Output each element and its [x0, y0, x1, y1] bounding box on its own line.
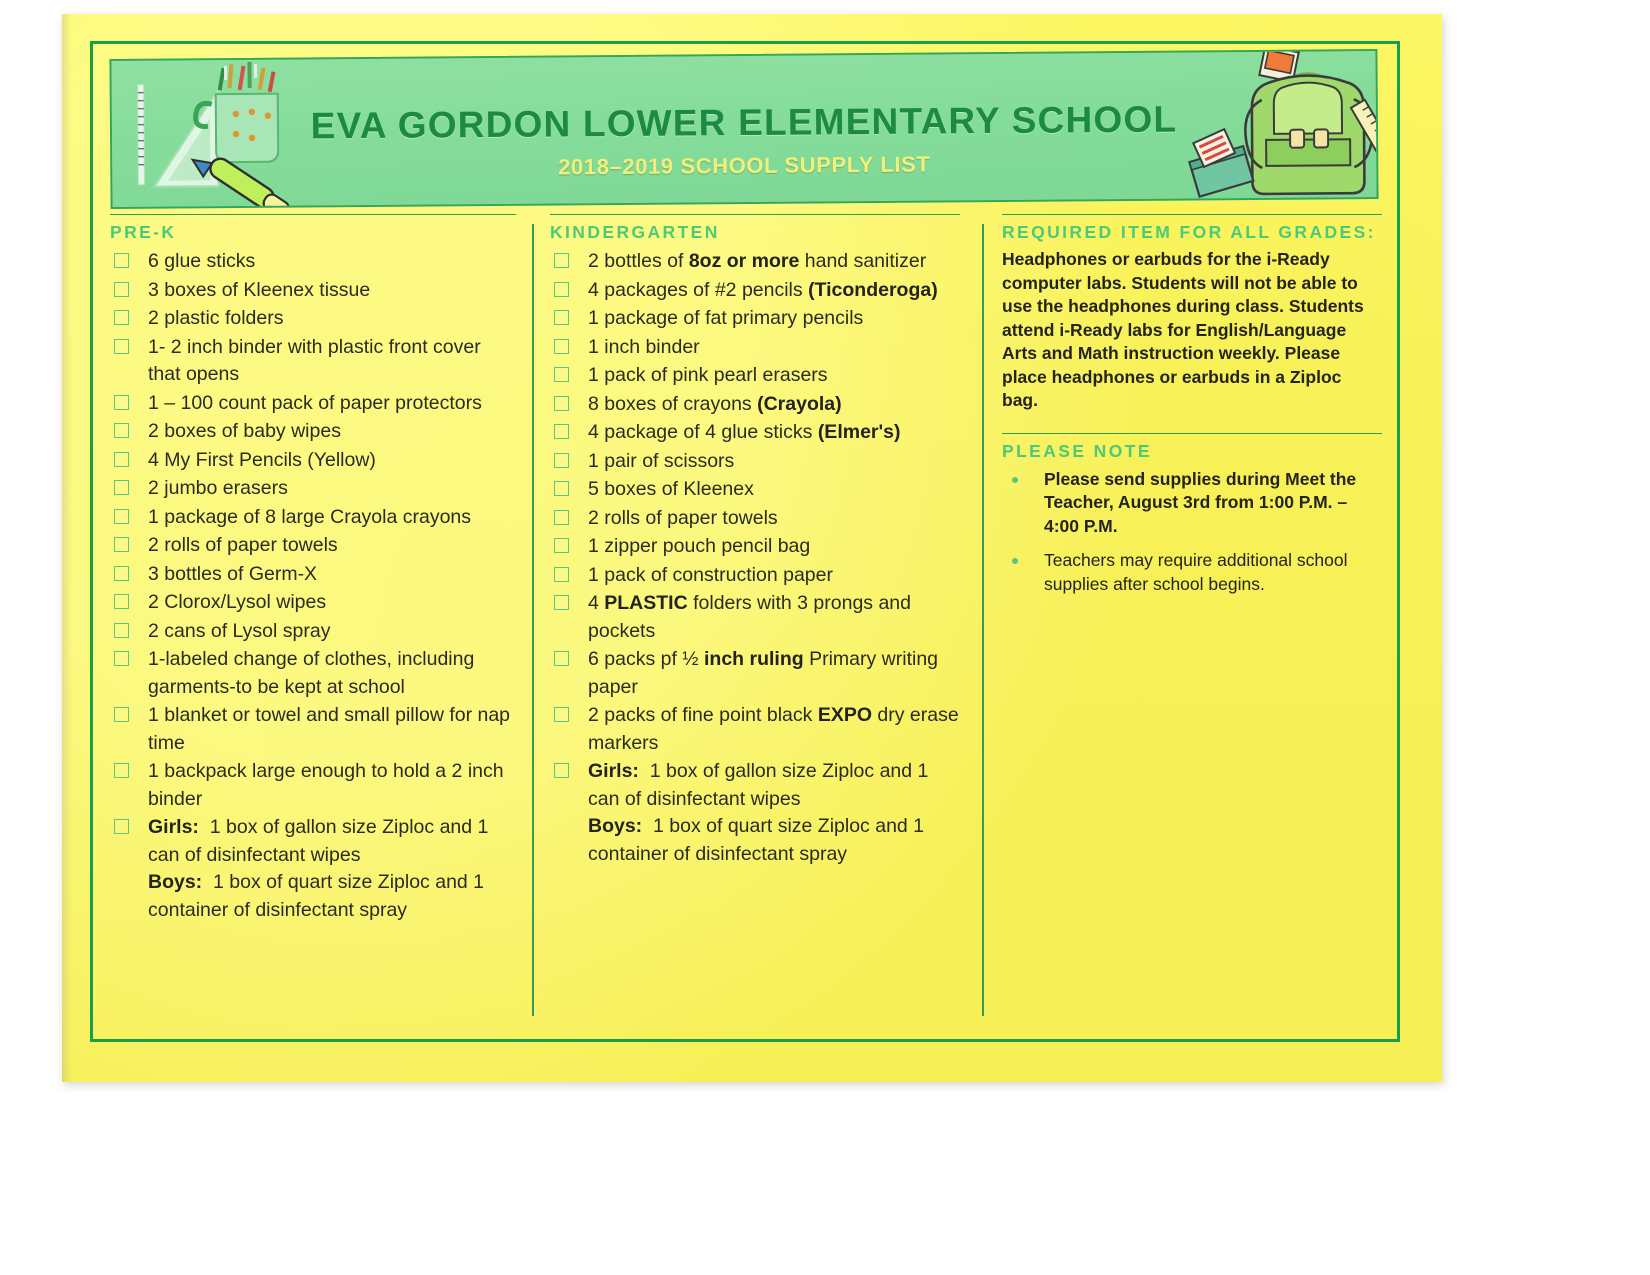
please-note-text: Please send supplies during Meet the Teacher, August 3rd from 1:00 P.M. – 4:00 P.M.	[1044, 468, 1357, 536]
required-heading: REQUIRED ITEM FOR ALL GRADES:	[1002, 222, 1376, 242]
kindergarten-item-label: 1 pack of construction paper	[588, 563, 833, 586]
kindergarten-list-item[interactable]	[550, 505, 960, 533]
boys-label: Boys:	[588, 815, 643, 837]
checkbox-icon[interactable]	[114, 423, 129, 438]
prek-list-item[interactable]	[110, 758, 516, 813]
prek-rule	[110, 214, 516, 215]
kindergarten-list-item[interactable]	[550, 590, 960, 645]
kindergarten-list-item[interactable]	[550, 362, 960, 390]
kindergarten-list-item[interactable]	[550, 476, 960, 504]
required-items-column	[1002, 214, 1382, 1024]
please-note-item	[1002, 468, 1382, 539]
girls-text: 1 box of gallon size Ziploc and 1 can of disinfectant wipes	[588, 760, 929, 810]
prek-item-label: 1- 2 inch binder with plastic front cover that opens	[148, 335, 481, 385]
checkbox-icon[interactable]	[554, 253, 569, 268]
prek-item-label: 2 Clorox/Lysol wipes	[148, 591, 327, 613]
kindergarten-item-label: 8 boxes of crayons	[588, 392, 758, 415]
prek-item-label: 2 jumbo erasers	[148, 477, 288, 499]
column-divider-1	[532, 224, 534, 1016]
kindergarten-item-label: 1 pair of scissors	[588, 449, 735, 472]
prek-list-item[interactable]	[110, 334, 516, 389]
kindergarten-rule	[550, 214, 960, 215]
supply-columns	[110, 214, 1382, 1024]
required-rule	[1002, 214, 1382, 215]
checkbox-icon[interactable]	[114, 282, 129, 297]
checkbox-icon[interactable]	[554, 707, 569, 722]
prek-item-label: 3 bottles of Germ-X	[148, 562, 318, 585]
kindergarten-list-item[interactable]	[550, 448, 960, 476]
checkbox-icon[interactable]	[114, 480, 129, 495]
prek-list-item[interactable]	[110, 475, 516, 503]
checkbox-icon[interactable]	[114, 452, 129, 467]
kindergarten-item-label: 1 inch binder	[588, 335, 700, 358]
kindergarten-item-label: 4	[588, 592, 605, 614]
kindergarten-list-item[interactable]	[550, 646, 960, 701]
kindergarten-list-item[interactable]	[550, 305, 960, 333]
checkbox-icon[interactable]	[114, 707, 129, 722]
prek-checklist	[110, 248, 516, 924]
girls-text: 1 box of gallon size Ziploc and 1 can of disinfectant wipes	[148, 816, 489, 866]
checkbox-icon[interactable]	[554, 481, 569, 496]
prek-gender-item[interactable]	[110, 814, 516, 924]
kindergarten-item-brand: (Crayola)	[757, 392, 842, 415]
prek-item-label: 1 package of 8 large Crayola crayons	[148, 505, 472, 528]
kindergarten-item-brand: 8oz or more	[688, 250, 800, 272]
header-banner	[109, 49, 1378, 209]
kindergarten-item-label-tail: Primary writing paper	[588, 648, 939, 698]
please-note-text: Teachers may require additional school supplies after school begins.	[1044, 550, 1348, 594]
prek-list-item[interactable]	[110, 646, 516, 701]
prek-list-item[interactable]	[110, 504, 516, 532]
prek-list-item[interactable]	[110, 702, 516, 757]
checkbox-icon[interactable]	[114, 819, 129, 834]
prek-list-item[interactable]	[110, 561, 516, 589]
girls-label: Girls:	[588, 760, 639, 782]
kindergarten-item-brand: (Ticonderoga)	[808, 278, 938, 301]
boys-label: Boys:	[148, 871, 203, 893]
kindergarten-gender-item[interactable]	[550, 758, 960, 868]
kindergarten-item-label: 1 pack of pink pearl erasers	[588, 364, 828, 386]
checkbox-icon[interactable]	[114, 310, 129, 325]
prek-list-item[interactable]	[110, 277, 516, 305]
girls-label: Girls:	[148, 816, 199, 838]
checkbox-icon[interactable]	[554, 538, 569, 553]
checkbox-icon[interactable]	[554, 567, 569, 582]
prek-list-item[interactable]	[110, 390, 516, 418]
kindergarten-item-label: 1 package of fat primary pencils	[588, 307, 864, 329]
checkbox-icon[interactable]	[114, 623, 129, 638]
kindergarten-list-item[interactable]	[550, 533, 960, 561]
kindergarten-item-brand: (Elmer's)	[817, 421, 901, 443]
checkbox-icon[interactable]	[554, 282, 569, 297]
prek-item-label: 4 My First Pencils (Yellow)	[148, 448, 376, 471]
prek-item-label: 2 boxes of baby wipes	[148, 420, 341, 442]
kindergarten-list-item[interactable]	[550, 334, 960, 362]
supply-list-subtitle: 2018–2019 SCHOOL SUPPLY LIST	[558, 151, 931, 180]
required-body-text: Headphones or earbuds for the i-Ready computer labs. Students will not be able to use the headphones during class. Students attend i-Ready labs for English/Language Arts and Math instruction weekly. Please place headphones or earbuds in a Ziploc bag.	[1002, 249, 1364, 410]
prek-list-item[interactable]	[110, 618, 516, 646]
checkbox-icon[interactable]	[114, 651, 129, 666]
prek-list-item[interactable]	[110, 418, 516, 446]
prek-list-item[interactable]	[110, 589, 516, 617]
checkbox-icon[interactable]	[554, 453, 569, 468]
boys-text: 1 box of quart size Ziploc and 1 container of disinfectant spray	[588, 815, 925, 865]
kindergarten-checklist	[550, 248, 960, 868]
kindergarten-item-label: 6 packs pf ½	[588, 648, 704, 670]
prek-list-item[interactable]	[110, 248, 516, 276]
prek-list-item[interactable]	[110, 305, 516, 333]
checkbox-icon[interactable]	[554, 339, 569, 354]
kindergarten-item-label: 2 packs of fine point black	[588, 704, 818, 726]
kindergarten-heading: KINDERGARTEN	[550, 222, 720, 242]
checkbox-icon[interactable]	[554, 396, 569, 411]
prek-item-label: 1 – 100 count pack of paper protectors	[148, 391, 482, 414]
kindergarten-list-item[interactable]	[550, 248, 960, 276]
checkbox-icon[interactable]	[554, 763, 569, 778]
please-note-rule	[1002, 433, 1382, 434]
please-note-item	[1002, 549, 1382, 596]
please-note-list	[1002, 468, 1382, 597]
kindergarten-item-brand: EXPO	[817, 704, 872, 726]
prek-heading: PRE-K	[110, 222, 177, 242]
checkbox-icon[interactable]	[554, 651, 569, 666]
kindergarten-list-item[interactable]	[550, 562, 960, 590]
prek-item-label: 1-labeled change of clothes, including garments-to be kept at school	[148, 648, 475, 698]
checkbox-icon[interactable]	[114, 339, 129, 354]
prek-item-label: 2 cans of Lysol spray	[148, 619, 331, 642]
school-name-title: EVA GORDON LOWER ELEMENTARY SCHOOL	[310, 98, 1178, 147]
prek-list-item[interactable]	[110, 532, 516, 560]
checkbox-icon[interactable]	[114, 594, 129, 609]
kindergarten-item-label: 2 rolls of paper towels	[588, 506, 778, 529]
kindergarten-item-label: 4 packages of #2 pencils	[588, 278, 809, 301]
kindergarten-item-label: 5 boxes of Kleenex	[588, 478, 754, 500]
checkbox-icon[interactable]	[114, 509, 129, 524]
kindergarten-list-item[interactable]	[550, 391, 960, 419]
bullet-icon	[1012, 558, 1018, 564]
checkbox-icon[interactable]	[114, 566, 129, 581]
prek-item-label: 2 rolls of paper towels	[148, 534, 338, 556]
checkbox-icon[interactable]	[114, 763, 129, 778]
please-note-heading: PLEASE NOTE	[1002, 440, 1152, 461]
prek-item-label: 6 glue sticks	[148, 250, 256, 272]
checkbox-icon[interactable]	[554, 595, 569, 610]
kindergarten-list-item[interactable]	[550, 419, 960, 447]
checkbox-icon[interactable]	[554, 424, 569, 439]
boys-text: 1 box of quart size Ziploc and 1 container of disinfectant spray	[148, 871, 485, 921]
bullet-icon	[1012, 477, 1018, 483]
prek-column	[110, 214, 516, 1024]
kindergarten-item-brand: inch ruling	[703, 648, 804, 670]
scanned-supply-list-page	[62, 14, 1442, 1082]
prek-item-label: 1 backpack large enough to hold a 2 inch binder	[148, 760, 504, 810]
kindergarten-list-item[interactable]	[550, 702, 960, 757]
checkbox-icon[interactable]	[114, 395, 129, 410]
kindergarten-item-label: 1 zipper pouch pencil bag	[588, 535, 811, 557]
kindergarten-item-label-tail: dry erase markers	[588, 704, 959, 754]
kindergarten-item-label-tail: folders with 3 prongs and pockets	[588, 592, 911, 642]
prek-list-item[interactable]	[110, 447, 516, 475]
checkbox-icon[interactable]	[554, 367, 569, 382]
checkbox-icon[interactable]	[114, 253, 129, 268]
prek-item-label: 3 boxes of Kleenex tissue	[148, 278, 371, 301]
prek-item-label: 1 blanket or towel and small pillow for nap time	[148, 704, 511, 754]
kindergarten-item-label: 4 package of 4 glue sticks	[588, 421, 818, 443]
kindergarten-list-item[interactable]	[550, 277, 960, 305]
checkbox-icon[interactable]	[114, 537, 129, 552]
prek-item-label: 2 plastic folders	[148, 307, 284, 329]
kindergarten-item-label: 2 bottles of	[588, 250, 689, 272]
checkbox-icon[interactable]	[554, 310, 569, 325]
kindergarten-column	[550, 214, 960, 1024]
kindergarten-item-label-tail: hand sanitizer	[799, 250, 927, 272]
kindergarten-item-brand: PLASTIC	[604, 592, 688, 614]
checkbox-icon[interactable]	[554, 510, 569, 525]
column-divider-2	[982, 224, 984, 1016]
